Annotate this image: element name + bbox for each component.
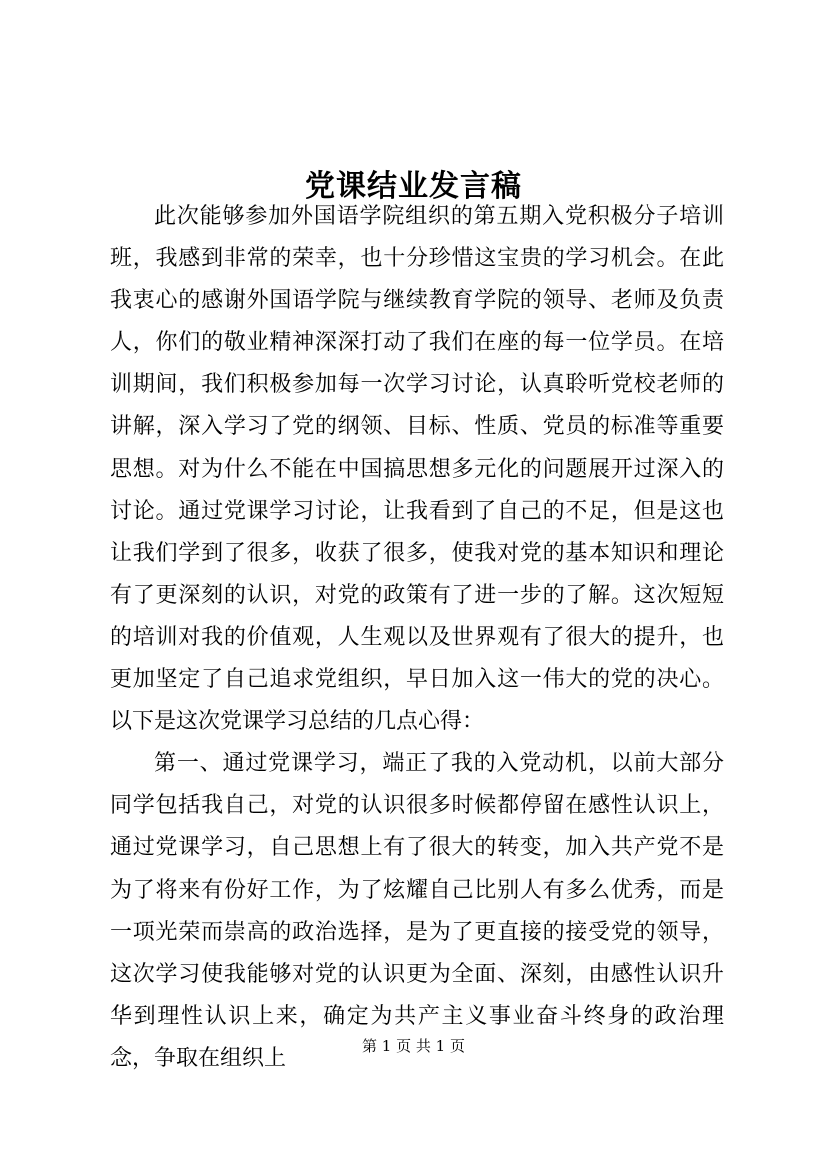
document-body [110,196,724,1080]
paragraph-first-point: 第一、通过党课学习，端正了我的入党动机，以前大部分同学包括我自己，对党的认识很多时候都停留在感性认识上，通过党课学习，自己思想上有了很大的转变，加入共产党不是为了将来有份好工作，为了炫耀自己比别人有多么优秀，而是一项光荣而崇高的政治选择，是为了更直接的接受党的领导，这次学习使我能够对党的认识更为全面、深刻，由感性认识升华到理性认识上来，确定为共产主义事业奋斗终身的政治理念，争取在组织上 [110,751,724,1071]
page-footer: 第 1 页 共 1 页 [362,1037,465,1055]
paragraph-intro: 此次能够参加外国语学院组织的第五期入党积极分子培训班，我感到非常的荣幸，也十分珍惜这宝贵的学习机会。在此我衷心的感谢外国语学院与继续教育学院的领导、老师及负责人，你们的敬业精神深深打动了我们在座的每一位学员。在培训期间，我们积极参加每一次学习讨论，认真聆听党校老师的讲解，深入学习了党的纲领、目标、性质、党员的标准等重要思想。对为什么不能在中国搞思想多元化的问题展开过深入的讨论。通过党课学习讨论，让我看到了自己的不足，但是这也让我们学到了很多，收获了很多，使我对党的基本知识和理论有了更深刻的认识，对党的政策有了进一步的了解。这次短短的培训对我的价值观，人生观以及世界观有了很大的提升，也更加坚定了自己追求党组织，早日加入这一伟大的党的决心。以下是这次党课学习总结的几点心得： [110,204,724,735]
document-title: 党课结业发言稿 [305,169,522,205]
